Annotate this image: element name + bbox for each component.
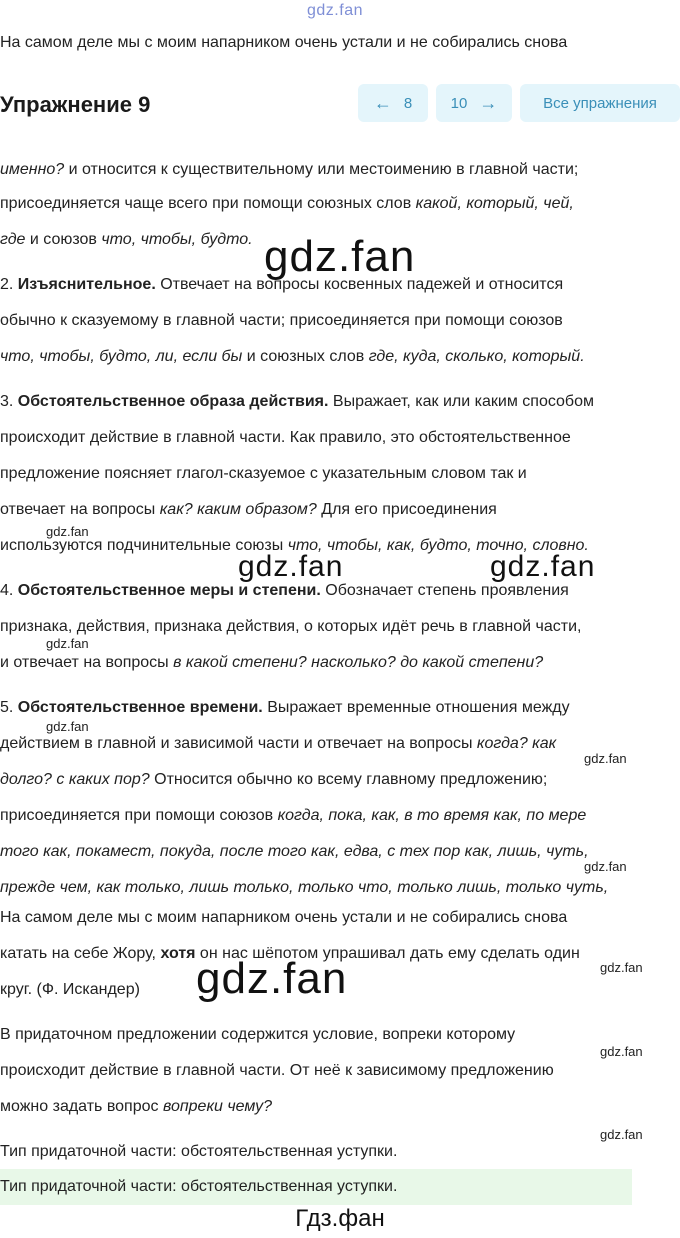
watermark-top: gdz.fan: [307, 2, 363, 19]
next-exercise-button[interactable]: [436, 84, 512, 122]
all-exercises-button[interactable]: [520, 84, 680, 122]
content-line-14: и отвечает на вопросы в какой степени? насколько? до какой степени?: [0, 654, 544, 671]
watermark-small-4: gdz.fan: [584, 751, 627, 766]
content-line-5: обычно к сказуемому в главной части; присоединяется при помощи союзов: [0, 312, 563, 329]
watermark-small-3: gdz.fan: [46, 719, 89, 734]
watermark-small-6: gdz.fan: [600, 960, 643, 975]
content-line-24: В придаточном предложении содержится условие, вопреки которому: [0, 1026, 516, 1043]
content-line-21: На самом деле мы с моим напарником очень устали и не собирались снова: [0, 909, 568, 926]
watermark-small-8: gdz.fan: [600, 1127, 643, 1142]
watermark-big-4: gdz.fan: [196, 954, 348, 1003]
header-line: На самом деле мы с моим напарником очень устали и не собирались снова: [0, 34, 568, 51]
content-line-18: присоединяется при помощи союзов когда, пока, как, в то время как, по мере: [0, 807, 587, 824]
exercise-title: Упражнение 9: [0, 92, 151, 117]
content-line-11: используются подчинительные союзы что, чтобы, как, будто, точно, словно.: [0, 537, 589, 554]
prev-exercise-button[interactable]: [358, 84, 428, 122]
next-exercise-label: 10: [450, 94, 468, 112]
content-line-15: 5. Обстоятельственное времени. Выражает временные отношения между: [0, 699, 570, 716]
content-line-4: 2. Изъяснительное. Отвечает на вопросы косвенных падежей и относится: [0, 276, 564, 293]
answer-text: Тип придаточной части: обстоятельственная уступки.: [0, 1178, 398, 1195]
watermark-big-1: gdz.fan: [264, 232, 416, 281]
watermark-big-3: gdz.fan: [490, 550, 596, 583]
content-line-16: действием в главной и зависимой части и отвечает на вопросы когда? как: [0, 735, 557, 752]
content-line-13: признака, действия, признака действия, о которых идёт речь в главной части,: [0, 618, 582, 635]
content-line-26: можно задать вопрос вопреки чему?: [0, 1098, 273, 1115]
content-line-12: 4. Обстоятельственное меры и степени. Обозначает степень проявления: [0, 582, 569, 599]
content-line-27: Тип придаточной части: обстоятельственная уступки.: [0, 1143, 398, 1160]
content-line-2: присоединяется чаще всего при помощи союзных слов какой, который, чей,: [0, 195, 574, 212]
all-exercises-label: Все упражнения: [543, 94, 657, 112]
arrow-left-icon: ←: [373, 93, 392, 113]
watermark-small-2: gdz.fan: [46, 636, 89, 651]
content-line-10: отвечает на вопросы как? каким образом? Для его присоединения: [0, 501, 497, 518]
content-line-9: предложение поясняет глагол-сказуемое с указательным словом так и: [0, 465, 527, 482]
content-line-25: происходит действие в главной части. От неё к зависимому предложению: [0, 1062, 554, 1079]
footer-watermark: Гдз.фан: [295, 1205, 385, 1232]
watermark-small-5: gdz.fan: [584, 859, 627, 874]
content-line-6: что, чтобы, будто, ли, если бы и союзных слов где, куда, сколько, который.: [0, 348, 585, 365]
content-line-7: 3. Обстоятельственное образа действия. Выражает, как или каким способом: [0, 393, 594, 410]
content-line-20: прежде чем, как только, лишь только, только что, только лишь, только чуть,: [0, 879, 609, 896]
content-line-17: долго? с каких пор? Относится обычно ко всему главному предложению;: [0, 771, 548, 788]
content-line-3: где и союзов что, чтобы, будто.: [0, 231, 253, 248]
content-line-1: именно? и относится к существительному или местоимению в главной части;: [0, 161, 579, 178]
watermark-small-1: gdz.fan: [46, 524, 89, 539]
prev-exercise-label: 8: [403, 94, 413, 112]
content-line-8: происходит действие в главной части. Как правило, это обстоятельственное: [0, 429, 571, 446]
content-line-22: катать на себе Жору, хотя он нас шёпотом упрашивал дать ему сделать один: [0, 945, 580, 962]
arrow-right-icon: →: [479, 93, 498, 113]
content-line-23: круг. (Ф. Искандер): [0, 981, 140, 998]
content-line-19: того как, покамест, покуда, после того как, едва, с тех пор как, лишь, чуть,: [0, 843, 589, 860]
watermark-big-2: gdz.fan: [238, 550, 344, 583]
watermark-small-7: gdz.fan: [600, 1044, 643, 1059]
